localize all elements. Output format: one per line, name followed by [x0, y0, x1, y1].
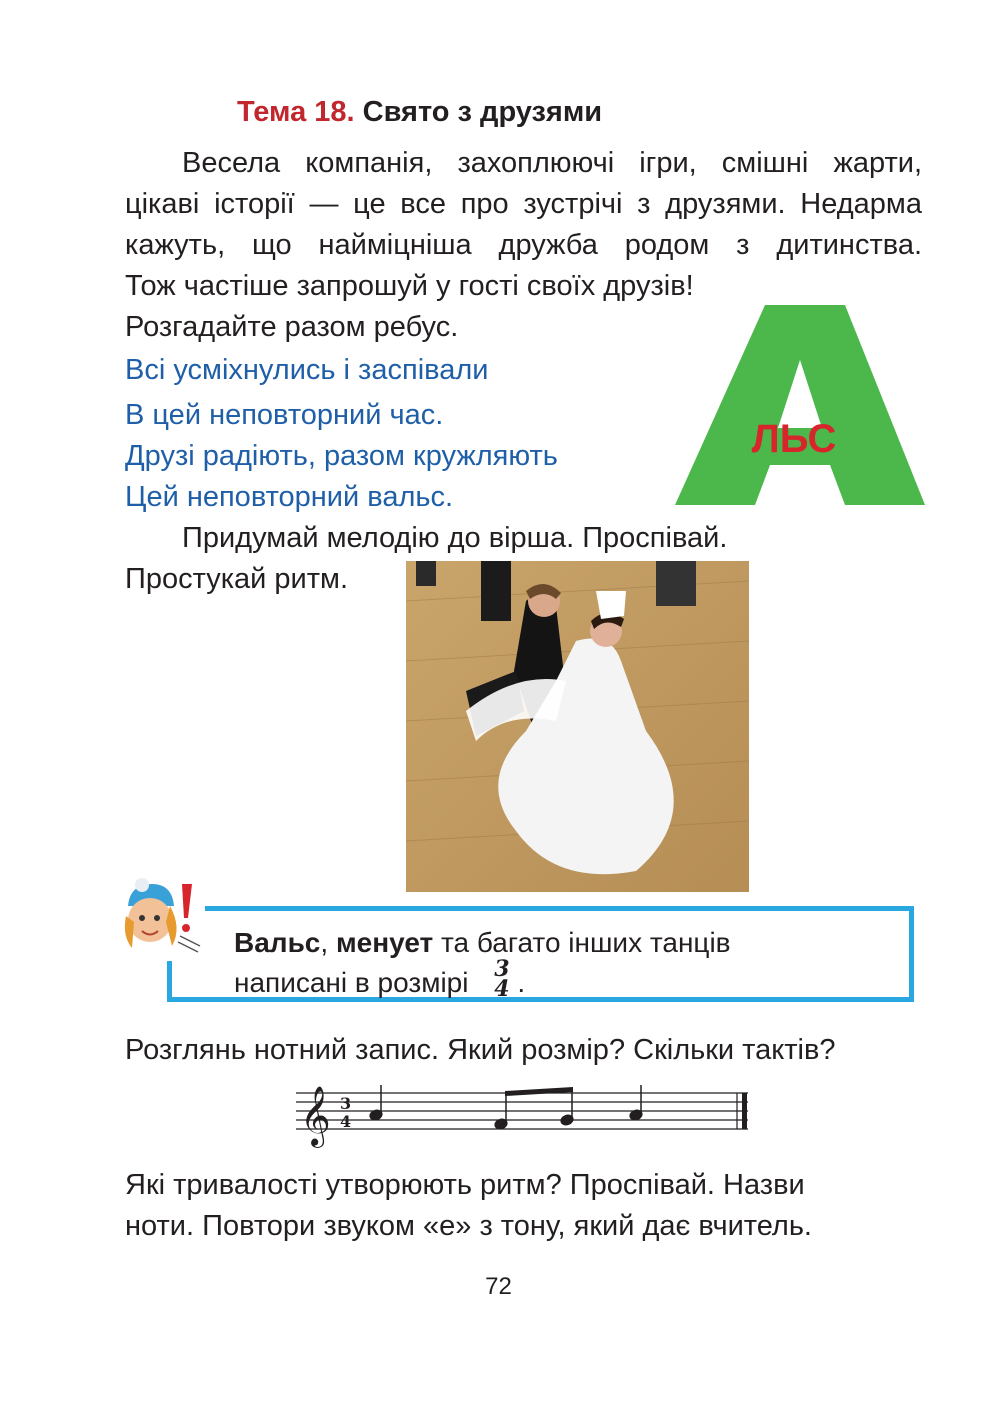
note-quarter-1: [369, 1085, 383, 1121]
music-staff: [296, 1083, 752, 1148]
final-task-line-1: Які тривалості утворюють ритм? Проспівай. Назви: [125, 1169, 805, 1201]
info-word-waltz: Вальс: [234, 927, 321, 958]
poem-line-4: Цей неповторний вальс.: [125, 481, 454, 513]
info-separator: ,: [320, 927, 336, 958]
info-box-text: [234, 923, 731, 1005]
rebus-inner-text: ЛЬС: [751, 417, 837, 461]
eighth-beam: [505, 1087, 573, 1096]
treble-clef-icon: 𝄞: [300, 1086, 331, 1146]
final-task-line-2: ноти. Повтори звуком «е» з тону, який дає вчитель.: [125, 1210, 812, 1242]
info-box: [167, 906, 914, 1002]
time-top: 3: [494, 955, 510, 982]
poem-line-2: В цей неповторний час.: [125, 399, 444, 431]
page-number: 72: [485, 1273, 512, 1300]
poem-line-3: Друзі радіють, разом кружляють: [125, 440, 558, 472]
topic-title: Свято з друзями: [362, 96, 603, 128]
notation-question: Розглянь нотний запис. Який розмір? Скільки тактів?: [125, 1034, 836, 1066]
poem-line-1: Всі усміхнулись і заспівали: [125, 354, 489, 386]
rebus-image: [670, 300, 930, 510]
info-time-signature: [494, 955, 510, 1002]
time-bottom: 4: [494, 975, 510, 1002]
staff-time-bottom: 4: [340, 1112, 352, 1131]
intro-line-4: Тож частіше запрошуй у гості своїх друзів!: [125, 270, 694, 302]
info-rest: та багато інших танців: [433, 927, 731, 958]
intro-line-2: цікаві історії — це все про зустрічі з друзями. Недарма: [125, 188, 922, 220]
intro-line-1: Весела компанія, захоплюючі ігри, смішні жарти,: [182, 147, 922, 179]
barline-thick: [742, 1093, 747, 1129]
note-eighth-2: [560, 1088, 574, 1126]
intro-line-3: кажуть, що найміцніша дружба родом з дитинства.: [125, 229, 922, 261]
info-word-minuet: менует: [335, 927, 434, 958]
info-line-2: написані в розмірі: [234, 967, 469, 998]
mascot-girl-icon: [120, 876, 205, 961]
waltz-dancers-photo: [406, 561, 749, 892]
page-title: [237, 96, 602, 129]
staff-lines: [296, 1093, 748, 1129]
rebus-letter-a-icon: [675, 305, 925, 505]
intro-line-5: Розгадайте разом ребус.: [125, 311, 459, 343]
note-quarter-2: [629, 1085, 643, 1121]
staff-time-top: 3: [340, 1094, 352, 1113]
info-end: .: [517, 967, 526, 998]
task-line-2: Простукай ритм.: [125, 563, 349, 595]
task-line-1: Придумай мелодію до вірша. Проспівай.: [182, 522, 728, 554]
topic-number: Тема 18.: [237, 96, 355, 128]
